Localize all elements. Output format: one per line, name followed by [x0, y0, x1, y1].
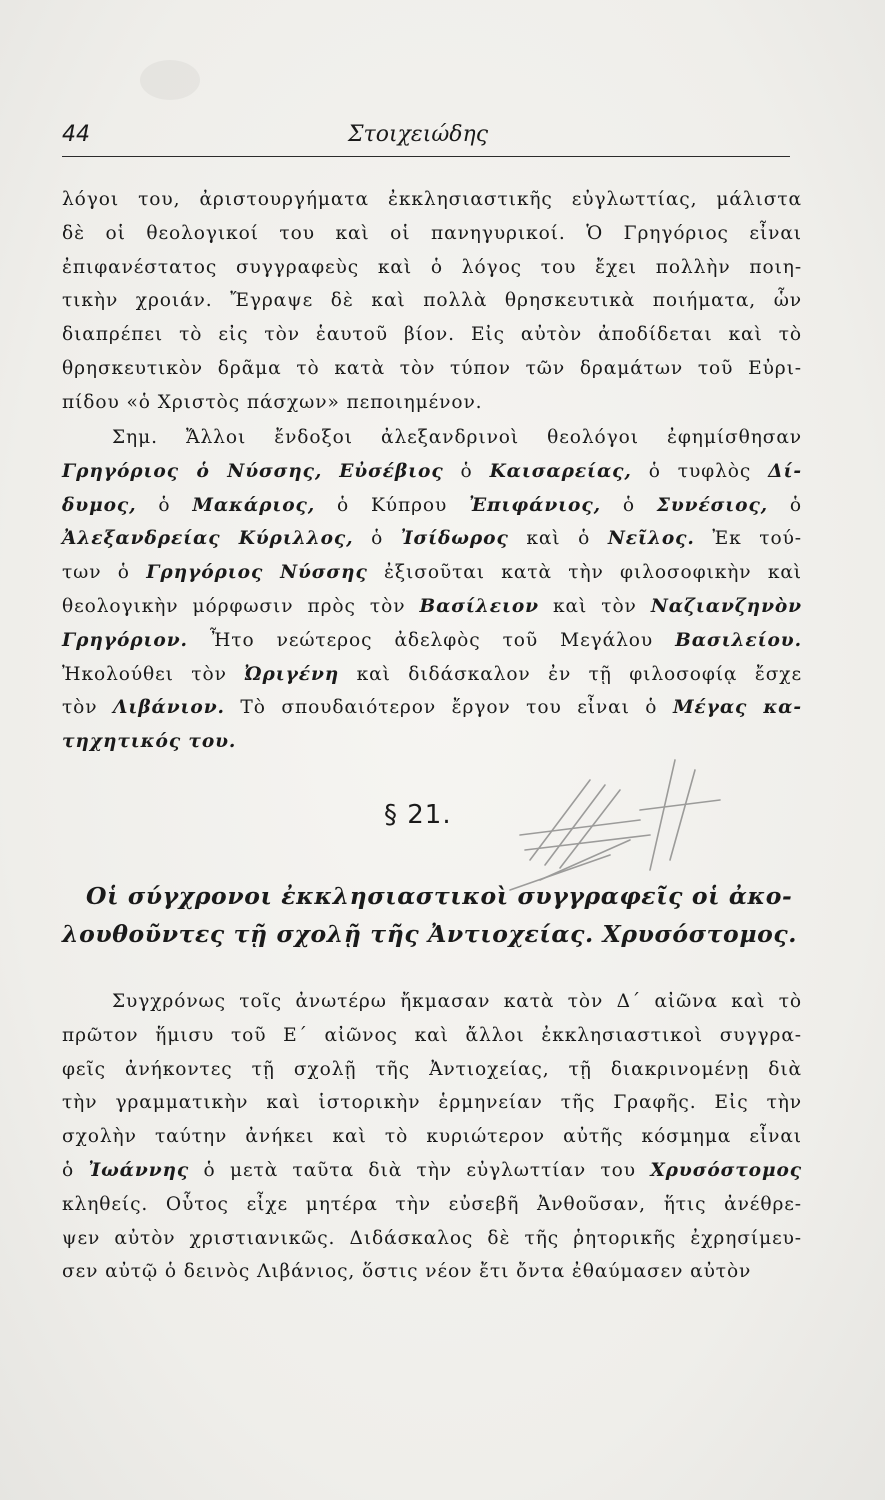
text-line — [62, 1255, 802, 1289]
emphasized-name: Ἰσίδωρος — [400, 528, 509, 550]
paragraph-continued — [62, 183, 802, 420]
text-run: καὶ διδάσκαλον ἐν τῇ φιλοσοφίᾳ ἔσχε — [339, 663, 802, 685]
text-run: ὁ — [353, 528, 401, 550]
text-line — [62, 455, 802, 489]
emphasized-name: Ἀλεξανδρείας Κύριλλος, — [62, 528, 354, 550]
text-run: ἐξισοῦται κατὰ τὴν φιλοσοφικὴν καὶ — [367, 562, 802, 584]
paper-stain — [140, 60, 200, 100]
emphasized-name: Εὐσέβιος — [339, 460, 444, 482]
emphasized-name: Ναζιανζηνὸν — [650, 595, 802, 617]
emphasized-name: Νεῖλος. — [607, 528, 695, 550]
text-run: θεολογικὴν μόρφωσιν πρὸς τὸν — [62, 595, 420, 617]
text-run: καὶ ὁ — [508, 528, 608, 550]
text-run: ψεν αὐτὸν χριστιανικῶς. Διδάσκαλος δὲ τῆς ῥητορικῆς ἐχρησίμευ- — [62, 1227, 802, 1249]
emphasized-name: Ἰωάννης — [88, 1159, 190, 1181]
text-run: τὴν γραμματικὴν καὶ ἱστορικὴν ἑρμηνείαν τῆς Γραφῆς. Εἰς τὴν — [62, 1092, 802, 1114]
text-line — [62, 985, 802, 1019]
section-heading — [62, 877, 802, 953]
text-line: τικὴν χροιάν. Ἔγραψε δὲ καὶ πολλὰ θρησκευτικὰ ποιήματα, ὧν — [62, 290, 802, 312]
text-line: ἐπιφανέστατος συγγραφεὺς καὶ ὁ λόγος του ἔχει πολλὴν ποιη- — [62, 256, 802, 278]
text-line — [62, 1120, 802, 1154]
text-run: ὁ τυφλὸς — [631, 460, 769, 482]
body-paragraph — [62, 985, 802, 1289]
text-line — [62, 489, 802, 523]
text-line — [62, 1222, 802, 1256]
heading-line: Οἱ σύγχρονοι ἐκκλησιαστικοὶ συγγραφεῖς οἱ ἀκο- — [86, 882, 793, 910]
text-line: θρησκευτικὸν δρᾶμα τὸ κατὰ τὸν τύπον τῶν δραμάτων τοῦ Εὐρι- — [62, 357, 802, 379]
text-run: σεν αὐτῷ ὁ δεινὸς Λιβάνιος, ὅστις νέον ἔτι ὄντα ἐθαύμασεν αὐτὸν — [62, 1261, 752, 1283]
emphasized-name: Μακάριος, — [192, 494, 316, 516]
emphasized-name: δυμος, — [62, 494, 137, 516]
text-run: ὁ — [600, 494, 657, 516]
text-run: ὁ — [768, 494, 803, 516]
text-run: ὁ Κύπρου — [315, 494, 470, 516]
text-run: Συγχρόνως τοῖς ἀνωτέρω ἤκμασαν κατὰ τὸν Δ΄ αἰῶνα καὶ τὸ — [112, 991, 802, 1012]
text-line: πίδου «ὁ Χριστὸς πάσχων» πεποιημένον. — [62, 391, 483, 413]
emphasized-name: Γρηγόριον. — [62, 629, 188, 651]
emphasized-name: Καισαρείας, — [489, 460, 632, 482]
text-line — [62, 691, 802, 725]
text-run: πρῶτον ἥμισυ τοῦ Ε΄ αἰῶνος καὶ ἄλλοι ἐκκλησιαστικοὶ συγγρα- — [62, 1024, 802, 1046]
text-run: ὁ — [62, 1159, 89, 1181]
text-line: διαπρέπει τὸ εἰς τὸν ἑαυτοῦ βίον. Εἰς αὐτὸν ἀποδίδεται καὶ τὸ — [62, 324, 802, 346]
text-run: Ἠκολούθει τὸν — [62, 663, 245, 685]
emphasized-name: Χρυσόστομος — [650, 1159, 802, 1181]
text-run: ὁ — [443, 460, 490, 482]
text-line — [62, 624, 802, 658]
emphasized-name: Δί- — [768, 460, 802, 482]
text-run — [322, 461, 339, 482]
text-line — [62, 1154, 802, 1188]
text-run: σχολὴν ταύτην ἀνήκει καὶ τὸ κυριώτερον αὐτῆς κόσμημα εἶναι — [62, 1126, 802, 1148]
note-paragraph — [62, 421, 802, 759]
text-run: των ὁ — [62, 562, 147, 584]
text-line — [62, 421, 802, 455]
text-run: τὸν — [62, 697, 114, 719]
text-line — [62, 556, 802, 590]
text-run: Ἐκ τού- — [694, 528, 802, 550]
emphasized-name: Συνέσιος, — [656, 494, 769, 516]
text-line: δὲ οἱ θεολογικοί του καὶ οἱ πανηγυρικοί. Ὁ Γρηγόριος εἶναι — [62, 222, 802, 244]
text-line — [62, 658, 802, 692]
text-run: φεῖς ἀνήκοντες τῇ σχολῇ τῆς Ἀντιοχείας, τῇ διακρινομένῃ διὰ — [62, 1058, 802, 1080]
text-run: ὁ μετὰ ταῦτα διὰ τὴν εὐγλωττίαν του — [189, 1159, 651, 1181]
emphasized-name: Ἐπιφάνιος, — [469, 494, 601, 516]
emphasized-name: Βασιλείου. — [675, 629, 802, 651]
running-header — [62, 122, 792, 158]
header-rule — [62, 156, 790, 157]
text-line — [62, 590, 802, 624]
text-run: ὁ — [136, 494, 193, 516]
text-line: λόγοι του, ἀριστουργήματα ἐκκλησιαστικῆς εὐγλωττίας, μάλιστα — [62, 189, 802, 210]
page-number: 44 — [62, 122, 90, 147]
text-run: κληθείς. Οὗτος εἶχε μητέρα τὴν εὐσεβῆ Ἀνθοῦσαν, ἥτις ἀνέθρε- — [62, 1193, 802, 1215]
text-line — [62, 1188, 802, 1222]
emphasized-name: Βασίλειον — [419, 595, 539, 617]
emphasized-name: Λιβάνιον. — [113, 697, 225, 719]
text-run: Ἦτο νεώτερος ἀδελφὸς τοῦ Μεγάλου — [187, 629, 676, 651]
text-run: Τὸ σπουδαιότερον ἔργον του εἶναι ὁ — [224, 697, 673, 719]
text-line — [62, 1086, 802, 1120]
emphasized-name: Γρηγόριος Νύσσης — [146, 562, 368, 584]
emphasized-name: τηχητικός του. — [62, 731, 237, 753]
running-title: Στοιχειώδης — [348, 122, 489, 147]
text-line — [62, 522, 802, 556]
section-number: § 21. — [384, 800, 452, 830]
text-line — [62, 1053, 802, 1087]
heading-line: λουθοῦντες τῇ σχολῇ τῆς Ἀντιοχείας. Χρυσόστομος. — [62, 920, 798, 948]
text-run: Σημ. Ἄλλοι ἔνδοξοι ἀλεξανδρινοὶ θεολόγοι ἐφημίσθησαν — [112, 427, 802, 448]
emphasized-name: Μέγας κα- — [672, 697, 803, 719]
emphasized-name: Γρηγόριος ὁ Νύσσης, — [62, 460, 323, 482]
text-line — [62, 1019, 802, 1053]
text-run: καὶ τὸν — [538, 595, 651, 617]
emphasized-name: Ὠριγένη — [244, 663, 340, 685]
